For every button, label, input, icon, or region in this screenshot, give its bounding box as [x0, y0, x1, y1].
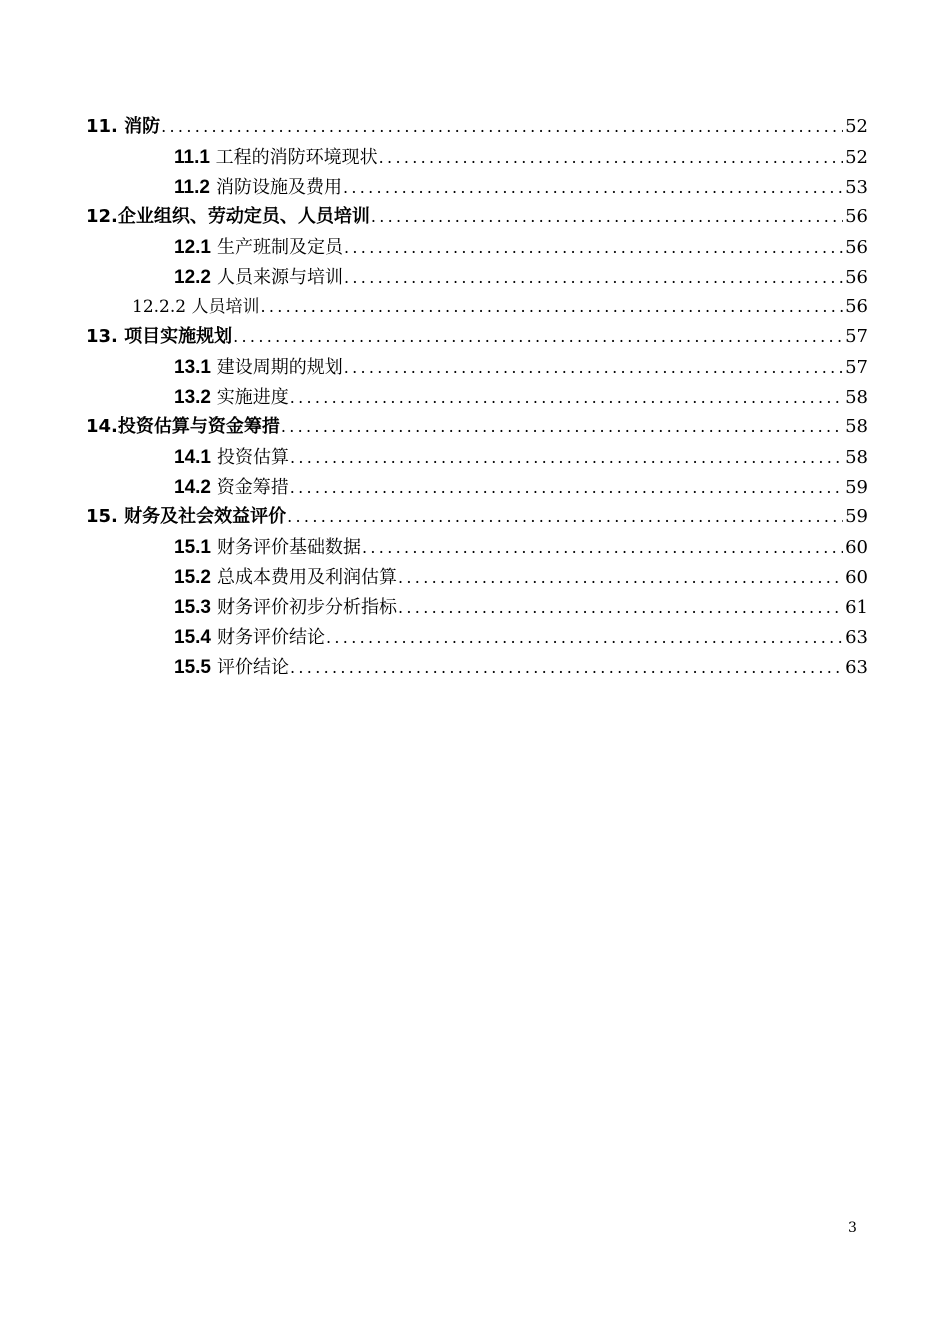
dot-leader — [290, 653, 843, 683]
toc-entry-15-2[interactable] — [86, 562, 868, 592]
dot-leader — [344, 353, 843, 383]
dot-leader — [161, 112, 843, 142]
dot-leader — [398, 563, 843, 593]
toc-entry-label: 11. 消防 — [86, 116, 161, 137]
toc-entry-label: 12.2.2 人员培训 — [132, 297, 260, 317]
toc-entry-12-2[interactable] — [86, 262, 868, 292]
dot-leader — [344, 263, 843, 293]
toc-entry-label: 11.2 消防设施及费用 — [174, 177, 342, 198]
toc-entry-label: 15. 财务及社会效益评价 — [86, 506, 287, 527]
toc-entry-label: 12.2 人员来源与培训 — [174, 267, 344, 288]
toc-page-number: 61 — [845, 597, 868, 618]
toc-entry-14-2[interactable] — [86, 472, 868, 502]
toc-page-number: 56 — [845, 237, 868, 258]
dot-leader — [233, 322, 843, 352]
toc-page-number: 63 — [845, 627, 868, 648]
dot-leader — [371, 202, 843, 232]
dot-leader — [260, 292, 843, 322]
dot-leader — [379, 143, 843, 173]
toc-entry-15-3[interactable] — [86, 592, 868, 622]
toc-entry-15-1[interactable] — [86, 532, 868, 562]
toc-page-number: 56 — [845, 296, 868, 317]
toc-entry-label: 15.5 评价结论 — [174, 657, 290, 678]
dot-leader — [398, 593, 843, 623]
toc-page-number: 57 — [845, 357, 868, 378]
toc-entry-13-2[interactable] — [86, 382, 868, 412]
toc-entry-label: 11.1 工程的消防环境现状 — [174, 147, 378, 168]
dot-leader — [343, 173, 843, 203]
toc-entry-label: 12.企业组织、劳动定员、人员培训 — [86, 206, 370, 227]
toc-page-number: 52 — [845, 147, 868, 168]
toc-page-number: 58 — [845, 447, 868, 468]
toc-entry-11[interactable] — [86, 112, 868, 142]
toc-entry-label: 15.1 财务评价基础数据 — [174, 537, 362, 558]
toc-page-number: 57 — [845, 326, 868, 347]
dot-leader — [290, 383, 843, 413]
dot-leader — [290, 473, 843, 503]
toc-entry-label: 15.4 财务评价结论 — [174, 627, 326, 648]
toc-entry-label: 15.2 总成本费用及利润估算 — [174, 567, 398, 588]
toc-entry-15[interactable] — [86, 502, 868, 532]
toc-entry-14-1[interactable] — [86, 442, 868, 472]
toc-page-number: 63 — [845, 657, 868, 678]
toc-entry-label: 13.1 建设周期的规划 — [174, 357, 343, 378]
toc-entry-label: 14.2 资金筹措 — [174, 477, 289, 498]
toc-entry-12[interactable] — [86, 202, 868, 232]
toc-entry-label: 13.2 实施进度 — [174, 387, 289, 408]
toc-page-number: 52 — [845, 116, 868, 137]
toc-page-number: 60 — [845, 567, 868, 588]
toc-page-number: 53 — [845, 177, 868, 198]
toc-entry-11-2[interactable] — [86, 172, 868, 202]
toc-page-number: 58 — [845, 416, 868, 437]
toc-entry-15-4[interactable] — [86, 622, 868, 652]
toc-entry-label: 14.投资估算与资金筹措 — [86, 416, 280, 437]
table-of-contents — [86, 112, 868, 682]
toc-entry-11-1[interactable] — [86, 142, 868, 172]
toc-entry-label: 15.3 财务评价初步分析指标 — [174, 597, 398, 618]
toc-page-number: 56 — [845, 267, 868, 288]
page-footer-number: 3 — [848, 1220, 857, 1236]
toc-page-number: 58 — [845, 387, 868, 408]
dot-leader — [326, 623, 843, 653]
toc-entry-13-1[interactable] — [86, 352, 868, 382]
dot-leader — [281, 412, 843, 442]
dot-leader — [362, 533, 843, 563]
toc-page-number: 59 — [845, 506, 868, 527]
toc-page-number: 60 — [845, 537, 868, 558]
toc-entry-15-5[interactable] — [86, 652, 868, 682]
dot-leader — [344, 233, 843, 263]
toc-entry-label: 13. 项目实施规划 — [86, 326, 233, 347]
dot-leader — [287, 502, 843, 532]
toc-page-number: 56 — [845, 206, 868, 227]
dot-leader — [290, 443, 843, 473]
toc-entry-label: 14.1 投资估算 — [174, 447, 290, 468]
toc-page-number: 59 — [845, 477, 868, 498]
toc-entry-12-2-2[interactable] — [86, 292, 868, 322]
toc-entry-14[interactable] — [86, 412, 868, 442]
toc-entry-12-1[interactable] — [86, 232, 868, 262]
toc-entry-13[interactable] — [86, 322, 868, 352]
toc-entry-label: 12.1 生产班制及定员 — [174, 237, 344, 258]
